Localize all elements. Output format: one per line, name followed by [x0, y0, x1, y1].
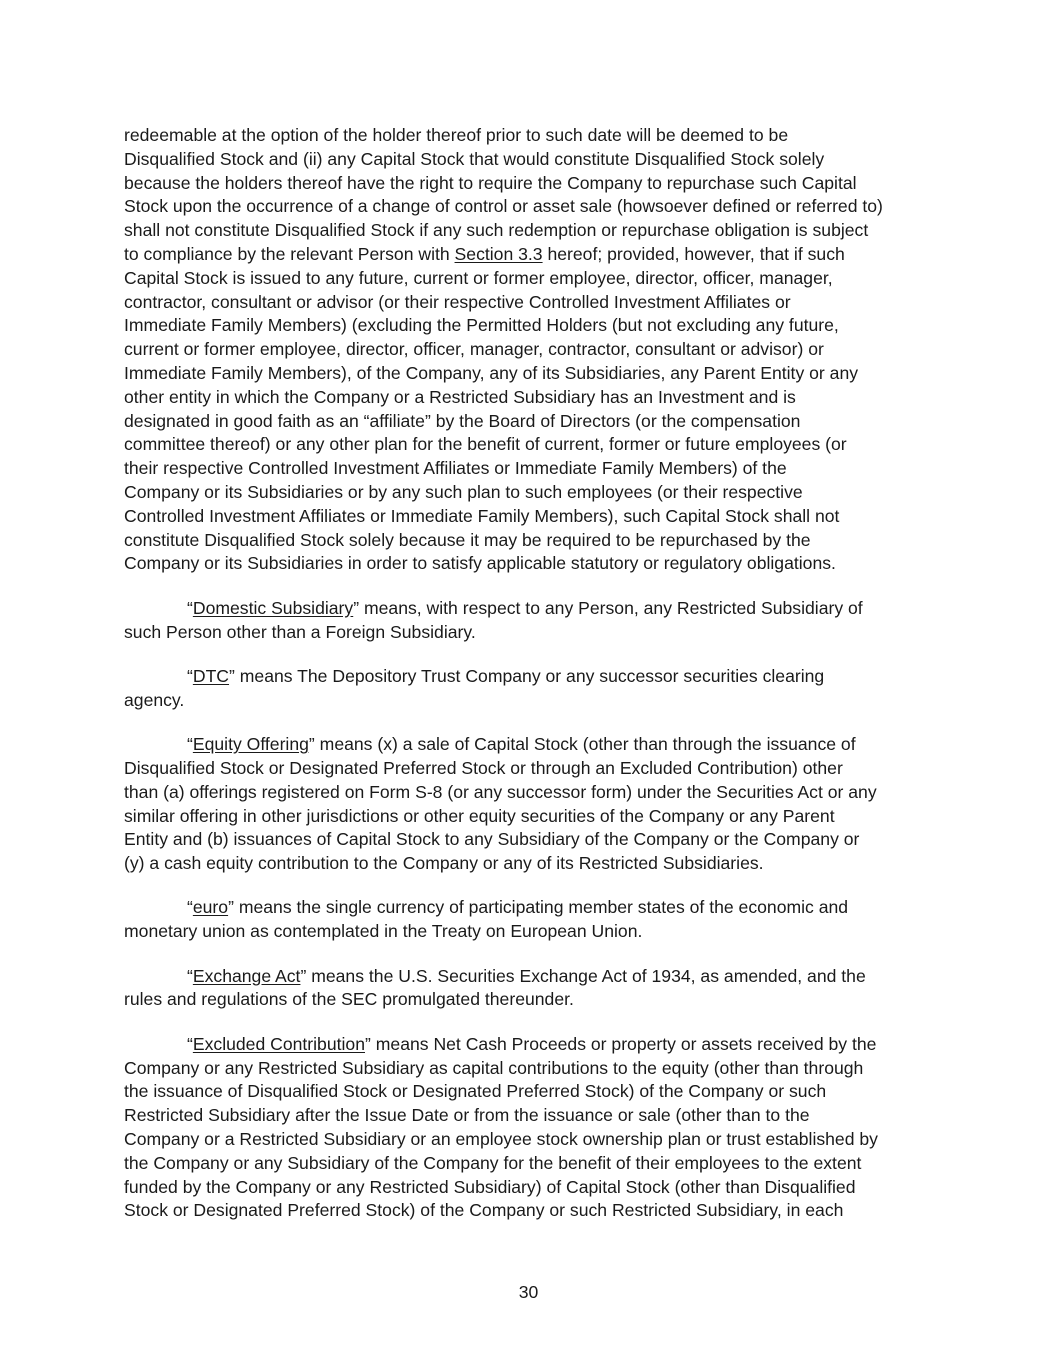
text-fragment: hereof; provided, however, that if such — [542, 243, 845, 264]
text-line: funded by the Company or any Restricted Subsidiary) of Capital Stock (other than Disqualified — [124, 1176, 856, 1197]
open-quote: “ — [187, 597, 193, 618]
section-reference: Section 3.3 — [454, 243, 543, 264]
text-line: designated in good faith as an “affiliate” by the Board of Directors (or the compensation — [124, 410, 801, 431]
defined-term: Exchange Act — [192, 965, 301, 986]
definition-text: ” means, with respect to any Person, any Restricted Subsidiary of — [353, 597, 863, 618]
document-body — [124, 124, 934, 1244]
text-line: Company or any Restricted Subsidiary as capital contributions to the equity (other than through — [124, 1057, 864, 1078]
definition-domestic-subsidiary — [124, 597, 934, 645]
open-quote: “ — [187, 665, 193, 686]
defined-term: Equity Offering — [192, 734, 309, 755]
text-line: because the holders thereof have the right to require the Company to repurchase such Capital — [124, 172, 857, 193]
text-line: Disqualified Stock or Designated Preferred Stock or through an Excluded Contribution) other — [124, 757, 843, 778]
text-line: redeemable at the option of the holder thereof prior to such date will be deemed to be — [124, 125, 789, 145]
text-line: Controlled Investment Affiliates or Immediate Family Members), such Capital Stock shall not — [124, 505, 840, 526]
text-line: rules and regulations of the SEC promulgated thereunder. — [124, 989, 574, 1010]
text-line: committee thereof) or any other plan for the benefit of current, former or future employees (or — [124, 434, 847, 455]
text-line: Company or a Restricted Subsidiary or an employee stock ownership plan or trust established by — [124, 1129, 878, 1150]
definition-excluded-contribution — [124, 1033, 934, 1223]
definition-text: ” means the single currency of participating member states of the economic and — [228, 897, 849, 918]
text-line: similar offering in other jurisdictions or other equity securities of the Company or any Parent — [124, 805, 835, 826]
definition-text: ” means (x) a sale of Capital Stock (other than through the issuance of — [308, 734, 856, 755]
definition-dtc — [124, 665, 934, 713]
definition-text: ” means the U.S. Securities Exchange Act of 1934, as amended, and the — [300, 965, 866, 986]
text-line: other entity in which the Company or a Restricted Subsidiary has an Investment and is — [124, 386, 796, 407]
open-quote: “ — [187, 897, 193, 918]
definition-equity-offering — [124, 733, 934, 876]
text-line: agency. — [124, 689, 185, 710]
text-line: constitute Disqualified Stock solely because it may be required to be repurchased by the — [124, 529, 811, 550]
definition-text: ” means Net Cash Proceeds or property or assets received by the — [365, 1033, 877, 1054]
open-quote: “ — [187, 965, 193, 986]
text-line: contractor, consultant or advisor (or their respective Controlled Investment Affiliates or — [124, 291, 791, 312]
text-line: the Company or any Subsidiary of the Company for the benefit of their employees to the extent — [124, 1152, 862, 1173]
text-fragment: to compliance by the relevant Person with — [124, 243, 455, 264]
definition-exchange-act — [124, 965, 934, 1013]
definition-euro — [124, 896, 934, 944]
text-line: monetary union as contemplated in the Treaty on European Union. — [124, 921, 643, 942]
text-line: Company or its Subsidiaries in order to satisfy applicable statutory or regulatory obligations. — [124, 553, 836, 574]
text-line: their respective Controlled Investment Affiliates or Immediate Family Members) of the — [124, 458, 787, 479]
defined-term: euro — [192, 897, 229, 918]
text-line: current or former employee, director, officer, manager, contractor, consultant or advisor) or — [124, 339, 824, 360]
defined-term: Domestic Subsidiary — [192, 597, 354, 618]
text-line: Company or its Subsidiaries or by any such plan to such employees (or their respective — [124, 481, 803, 502]
open-quote: “ — [187, 734, 193, 755]
text-line: Stock or Designated Preferred Stock) of the Company or such Restricted Subsidiary, in each — [124, 1200, 844, 1221]
text-line: Disqualified Stock and (ii) any Capital Stock that would constitute Disqualified Stock solely — [124, 148, 825, 169]
definition-text: ” means The Depository Trust Company or any successor securities clearing — [229, 665, 825, 686]
defined-term: Excluded Contribution — [192, 1033, 365, 1054]
open-quote: “ — [187, 1033, 193, 1054]
text-line: Entity and (b) issuances of Capital Stock to any Subsidiary of the Company or the Company or — [124, 829, 860, 850]
text-line: Immediate Family Members), of the Company, any of its Subsidiaries, any Parent Entity or any — [124, 362, 859, 383]
text-line: Capital Stock is issued to any future, current or former employee, director, officer, manager, — [124, 267, 833, 288]
defined-term: DTC — [192, 665, 230, 686]
text-line: Restricted Subsidiary after the Issue Date or from the issuance or sale (other than to the — [124, 1105, 810, 1126]
text-line: Immediate Family Members) (excluding the Permitted Holders (but not excluding any future, — [124, 315, 839, 336]
text-line: Stock upon the occurrence of a change of control or asset sale (howsoever defined or referred to) — [124, 196, 883, 217]
text-line: the issuance of Disqualified Stock or Designated Preferred Stock) of the Company or such — [124, 1081, 827, 1102]
text-line: such Person other than a Foreign Subsidiary. — [124, 621, 476, 642]
page-number: 30 — [518, 1282, 539, 1302]
text-line: (y) a cash equity contribution to the Company or any of its Restricted Subsidiaries. — [124, 853, 764, 874]
continuation-paragraph — [124, 124, 934, 576]
text-line: shall not constitute Disqualified Stock if any such redemption or repurchase obligation is subject — [124, 220, 869, 241]
text-line: than (a) offerings registered on Form S-8 (or any successor form) under the Securities Act or any — [124, 781, 877, 802]
